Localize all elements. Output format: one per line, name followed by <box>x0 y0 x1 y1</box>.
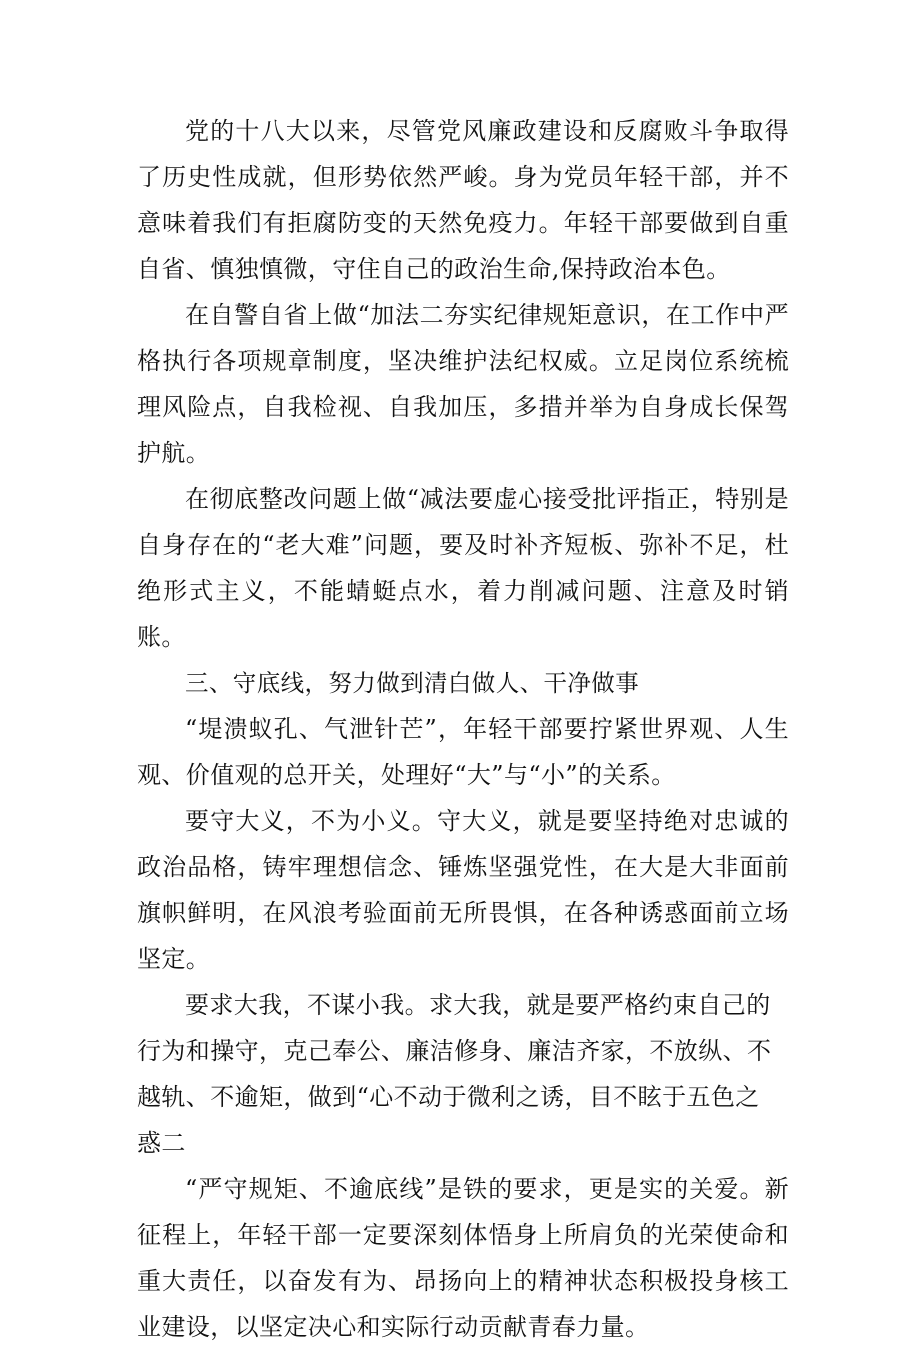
paragraph-intro: 党的十八大以来，尽管党风廉政建设和反腐败斗争取得了历史性成就，但形势依然严峻。身为党员年轻干部，并不意味着我们有拒腐防变的天然免疫力。年轻干部要做到自重自省、慎独慎微，守住自己的政治生命,保持政治本色。 <box>137 117 789 283</box>
paragraph-conclusion: “严守规矩、不逾底线”是铁的要求，更是实的关爱。新征程上，年轻干部一定要深刻体悟身上所肩负的光荣使命和重大责任，以奋发有为、昂扬向上的精神状态积极投身核工业建设，以坚定决心和实际行动贡献青春力量。 <box>137 1175 789 1341</box>
paragraph-subtraction: 在彻底整改问题上做“减法要虚心接受批评指正，特别是自身存在的“老大难”问题，要及时补齐短板、弥补不足，杜绝形式主义，不能蜻蜓点水，着力削减问题、注意及时销账。 <box>137 485 789 651</box>
paragraph-greater-self: 要求大我，不谋小我。求大我，就是要严格约束自己的行为和操守，克己奉公、廉洁修身、廉洁齐家，不放纵、不越轨、不逾矩，做到“心不动于微利之诱，目不眩于五色之 <box>137 991 772 1111</box>
paragraph-addition: 在自警自省上做“加法二夯实纪律规矩意识，在工作中严格执行各项规章制度，坚决维护法纪权威。立足岗位系统梳理风险点，自我检视、自我加压，多措并举为自身成长保驾护航。 <box>137 301 789 467</box>
paragraph-quote: “堤溃蚁孔、气泄针芒”，年轻干部要拧紧世界观、人生观、价值观的总开关，处理好“大”与“小”的关系。 <box>137 715 789 789</box>
section-heading: 三、守底线，努力做到清白做人、干净做事 <box>185 669 640 697</box>
paragraph-great-righteousness: 要守大义，不为小义。守大义，就是要坚持绝对忠诚的政治品格，铸牢理想信念、锤炼坚强党性，在大是大非面前旗帜鲜明，在风浪考验面前无所畏惧，在各种诱惑面前立场坚定。 <box>137 807 789 973</box>
paragraph-greater-self-continued: 惑二 <box>137 1129 186 1157</box>
document-body <box>137 108 789 1350</box>
